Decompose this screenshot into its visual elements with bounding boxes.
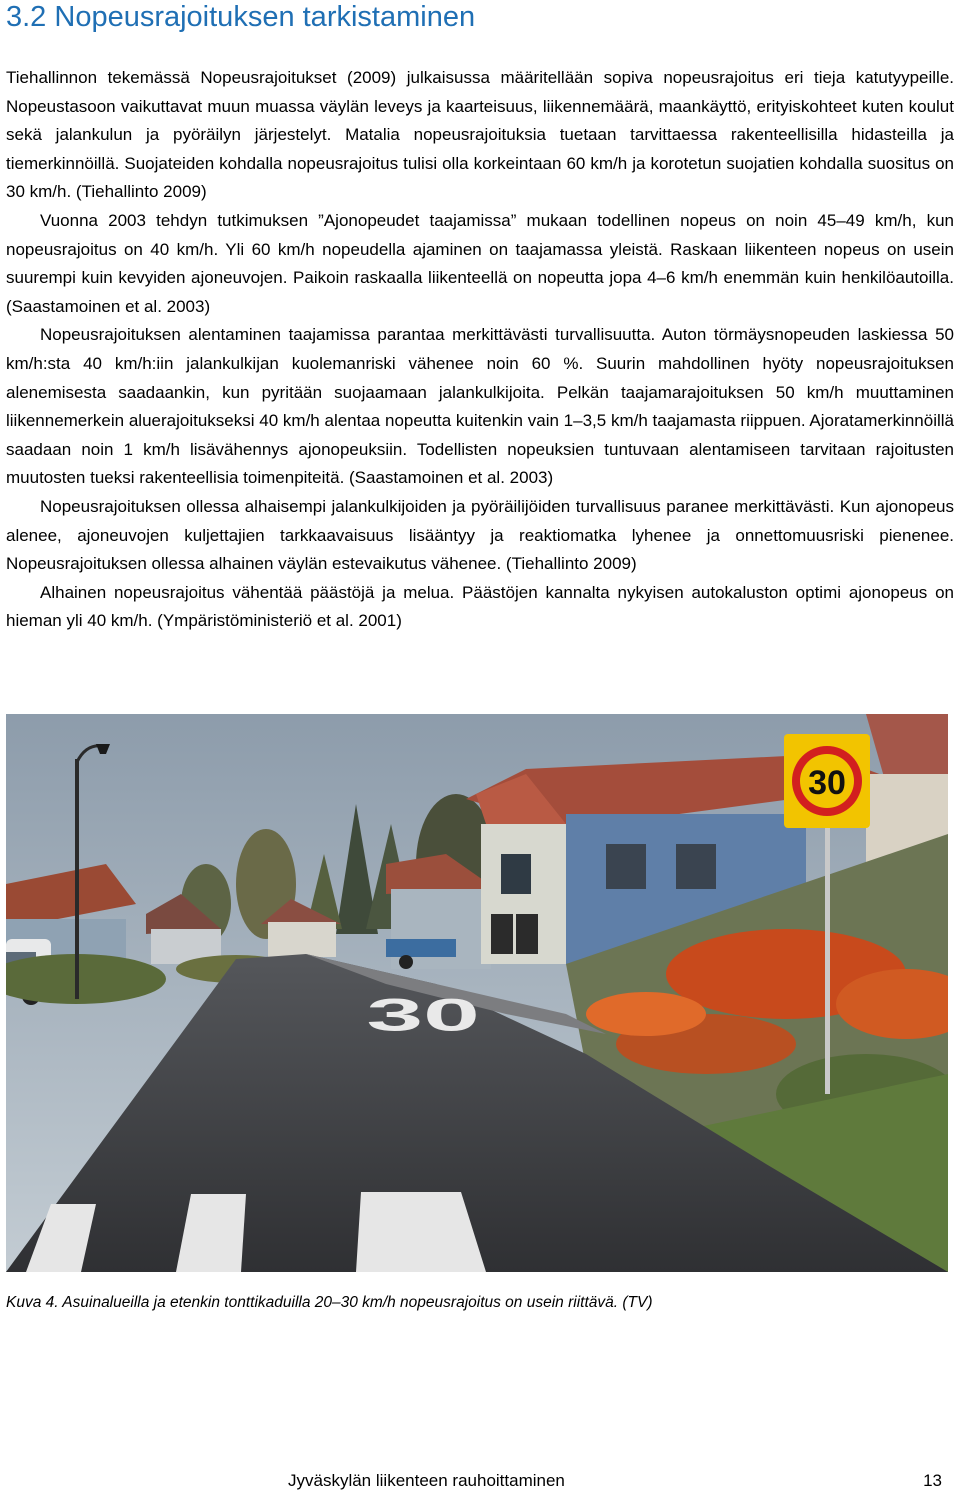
paragraph-1: Tiehallinnon tekemässä Nopeusrajoitukset (2009) julkaisussa määritellään sopiva nopeusrajoitus eri tieja katutyypeille. Nopeustasoon vaikuttavat muun muassa väylän leveys ja kaarteisuus, liikennemäärä, maankäyttö, erityiskohteet kuten koulut sekä jalankulun ja pyöräilyn järjestelyt. Matalia nopeusrajoituksia tuetaan tarvittaessa rakenteellisilla hidasteilla ja tiemerkinnöillä. Suojateiden kohdalla nopeusrajoitus tulisi olla korkeintaan 60 km/h ja korotetun suojatien kohdalla suositus on 30 km/h. (Tiehallinto 2009) — [6, 68, 954, 202]
body-text — [6, 64, 954, 636]
paragraph-2: Vuonna 2003 tehdyn tutkimuksen ”Ajonopeudet taajamissa” mukaan todellinen nopeus on noin 45–49 km/h, kun nopeusrajoitus on 40 km/h. Yli 60 km/h nopeudella ajaminen on taajamassa yleistä. Raskaan liikenteen nopeus on usein suurempi kuin kevyiden ajoneuvojen. Paikoin raskaalla liikenteellä on nopeutta jopa 4–6 km/h enemmän kuin henkilöautoilla. (Saastamoinen et al. 2003) — [6, 210, 954, 316]
paragraph-4: Nopeusrajoituksen ollessa alhaisempi jalankulkijoiden ja pyöräilijöiden turvallisuus paranee merkittävästi. Kun ajonopeus alenee, ajoneuvojen kuljettajien tarkkaavaisuus lisääntyy ja reaktiomatka lyhenee ja onnettomuusriski pienenee. Nopeusrajoituksen ollessa alhainen väylän estevaikutus vähenee. (Tiehallinto 2009) — [6, 496, 954, 574]
sign-text: 30 — [808, 764, 846, 802]
footer-title: Jyväskylän liikenteen rauhoittaminen — [288, 1471, 565, 1490]
paragraph-3: Nopeusrajoituksen alentaminen taajamissa parantaa merkittävästi turvallisuutta. Auton törmäysnopeuden laskiessa 50 km/h:sta 40 km/h:iin jalankulkijan kuolemanriski vähenee noin 60 %. Suurin mahdollinen hyöty nopeusrajoituksen alenemisesta saadaankin, kun pyritään suojaamaan jalankulkijoita. Pelkän taajamarajoituksen 50 km/h muuttaminen liikennemerkein aluerajoitukseksi 40 km/h alentaa nopeutta kuitenkin vain 1–3,5 km/h taajamasta riippuen. Ajoratamerkinnöillä saadaan noin 1 km/h lisävähennys ajonopeuksiin. Todellisten nopeuksien tuntuvaan alentamiseen tarvitaan rajoitusten muutosten tueksi rakenteellisia toimenpiteitä. (Saastamoinen et al. 2003) — [6, 325, 954, 488]
figure-caption: Kuva 4. Asuinalueilla ja etenkin tonttikaduilla 20–30 km/h nopeusrajoitus on usein riittävä. (TV) — [6, 1294, 653, 1311]
road-marking-text: 30 — [366, 989, 480, 1041]
section-heading: 3.2 Nopeusrajoituksen tarkistaminen — [6, 1, 476, 33]
paragraph-5: Alhainen nopeusrajoitus vähentää päästöjä ja melua. Päästöjen kannalta nykyisen autokaluston optimi ajonopeus on hieman yli 40 km/h. (Ympäristöministeriö et al. 2001) — [6, 582, 954, 631]
street-photo — [6, 714, 948, 1272]
road-marking-30 — [366, 990, 479, 1040]
page-number: 13 — [923, 1471, 942, 1490]
